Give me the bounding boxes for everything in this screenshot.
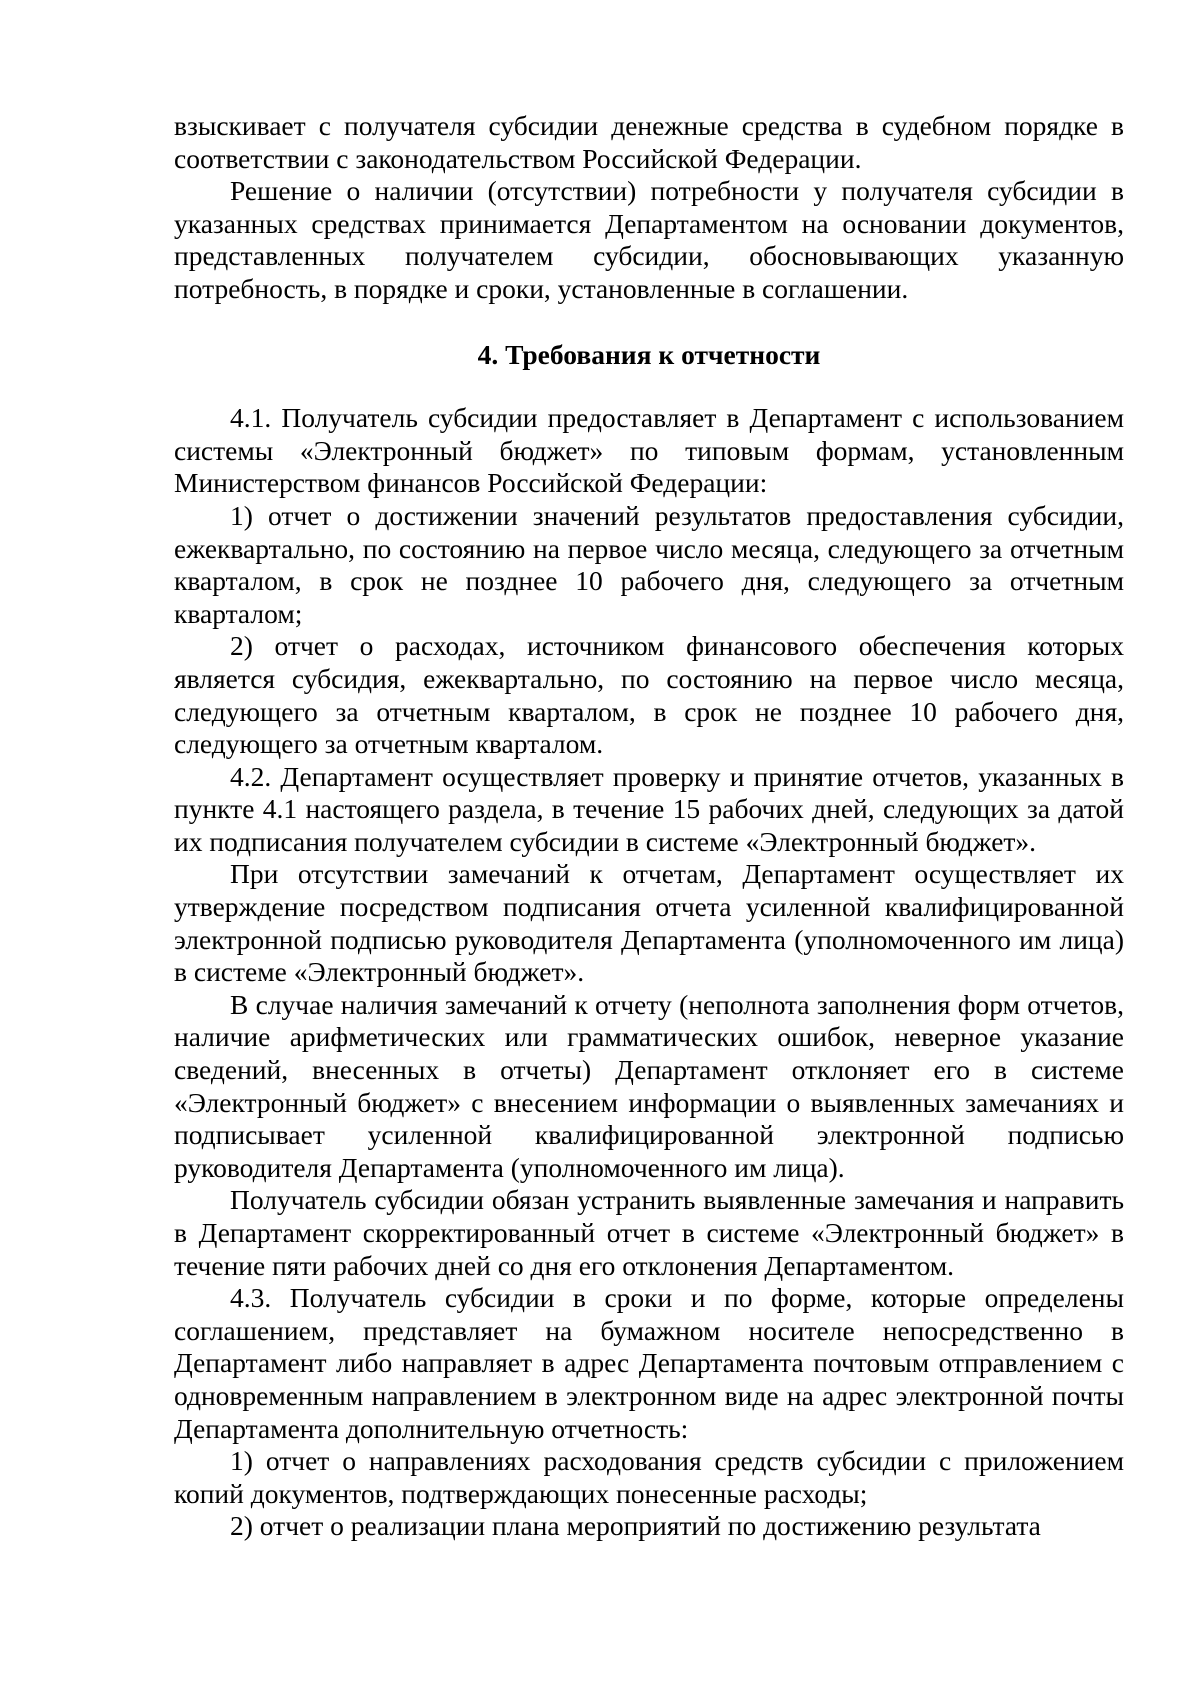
paragraph-4-1-item-1: 1) отчет о достижении значений результатов предоставления субсидии, ежеквартально, по состоянию на первое число месяца, следующего за отчетным кварталом, в срок не позднее 10 рабочего дня, следующего за отчетным кварталом;	[174, 499, 1124, 629]
paragraph-4-1: 4.1. Получатель субсидии предоставляет в Департамент с использованием системы «Электронный бюджет» по типовым формам, установленным Министерством финансов Российской Федерации:	[174, 402, 1124, 499]
document-page	[174, 110, 1124, 1543]
paragraph-continuation: взыскивает с получателя субсидии денежные средства в судебном порядке в соответствии с законодательством Российской Федерации.	[174, 110, 1124, 174]
paragraph-4-3: 4.3. Получатель субсидии в сроки и по форме, которые определены соглашением, представляет на бумажном носителе непосредственно в Департамент либо направляет в адрес Департамента почтовым отправлением с одновременным направлением в электронном виде на адрес электронной почты Департамента дополнительную отчетность:	[174, 1282, 1124, 1444]
paragraph-4-2: 4.2. Департамент осуществляет проверку и принятие отчетов, указанных в пункте 4.1 настоящего раздела, в течение 15 рабочих дней, следующих за датой их подписания получателем субсидии в системе «Электронный бюджет».	[174, 760, 1124, 857]
section-heading: 4. Требования к отчетности	[477, 338, 821, 370]
paragraph-with-remarks: В случае наличия замечаний к отчету (неполнота заполнения форм отчетов, наличие арифметических или грамматических ошибок, неверное указание сведений, внесенных в отчеты) Департамент отклоняет его в системе «Электронный бюджет» с внесением информации о выявленных замечаниях и подписывает усиленной квалифицированной электронной подписью руководителя Департамента (уполномоченного им лица).	[174, 988, 1124, 1183]
paragraph-4-3-item-2: 2) отчет о реализации плана мероприятий по достижению результата	[230, 1510, 1041, 1542]
paragraph-funds-need-decision: Решение о наличии (отсутствии) потребности у получателя субсидии в указанных средствах принимается Департаментом на основании документов, представленных получателем субсидии, обосновывающих указанную потребность, в порядке и сроки, установленные в соглашении.	[174, 175, 1124, 304]
paragraph-fix-remarks: Получатель субсидии обязан устранить выявленные замечания и направить в Департамент скорректированный отчет в системе «Электронный бюджет» в течение пяти рабочих дней со дня его отклонения Департаментом.	[174, 1184, 1124, 1281]
paragraph-no-remarks: При отсутствии замечаний к отчетам, Департамент осуществляет их утверждение посредством подписания отчета усиленной квалифицированной электронной подписью руководителя Департамента (уполномоченного им лица) в системе «Электронный бюджет».	[174, 858, 1124, 988]
paragraph-4-3-item-1: 1) отчет о направлениях расходования средств субсидии с приложением копий документов, подтверждающих понесенные расходы;	[174, 1445, 1124, 1509]
paragraph-4-1-item-2: 2) отчет о расходах, источником финансового обеспечения которых является субсидия, ежеквартально, по состоянию на первое число месяца, следующего за отчетным кварталом, в срок не позднее 10 рабочего дня, следующего за отчетным кварталом.	[174, 630, 1124, 760]
